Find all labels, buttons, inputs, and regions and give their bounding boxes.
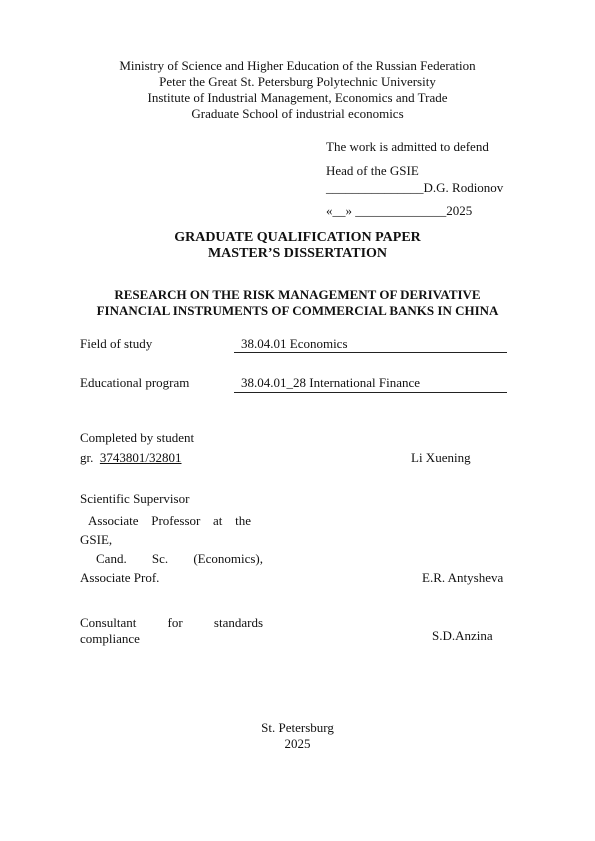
supervisor-position-line1: Associate Professor at the xyxy=(88,513,251,528)
school-line: Graduate School of industrial economics xyxy=(191,106,404,121)
group-prefix: gr. xyxy=(80,450,94,465)
supervisor-name: E.R. Antysheva xyxy=(422,570,504,585)
supervisor-degree-line: Cand. Sc. (Economics), xyxy=(96,551,263,566)
admission-date: «__» ______________2025 xyxy=(326,203,473,218)
consultant-label-line1: Consultant for standards xyxy=(80,615,263,630)
paper-type: GRADUATE QUALIFICATION PAPER xyxy=(174,230,421,245)
university-line: Peter the Great St. Petersburg Polytechnic University xyxy=(159,74,436,89)
consultant-name: S.D.Anzina xyxy=(432,628,493,643)
program-underline xyxy=(234,392,507,393)
supervisor-label: Scientific Supervisor xyxy=(80,491,190,506)
group-number: 3743801/32801 xyxy=(99,450,182,465)
dissertation-type: MASTER’S DISSERTATION xyxy=(207,246,388,261)
field-of-study-value: 38.04.01 Economics xyxy=(241,336,348,351)
student-label: Completed by student xyxy=(80,430,195,445)
supervisor-position-line2: GSIE, xyxy=(80,532,113,547)
student-name: Li Xuening xyxy=(411,450,471,465)
program-value: 38.04.01_28 International Finance xyxy=(241,375,421,390)
head-label: Head of the GSIE xyxy=(326,163,419,178)
field-of-study-underline xyxy=(234,352,507,353)
ministry-line: Ministry of Science and Higher Education of the Russian Federation xyxy=(119,58,476,73)
year: 2025 xyxy=(284,736,311,751)
institute-line: Institute of Industrial Management, Economics and Trade xyxy=(147,90,448,105)
student-group xyxy=(80,450,182,466)
admitted-text: The work is admitted to defend xyxy=(326,139,489,154)
field-of-study-label: Field of study xyxy=(80,336,153,351)
supervisor-title-line: Associate Prof. xyxy=(80,570,160,585)
paper-title-line2: FINANCIAL INSTRUMENTS OF COMMERCIAL BANKS IN CHINA xyxy=(96,303,499,318)
paper-title-line1: RESEARCH ON THE RISK MANAGEMENT OF DERIVATIVE xyxy=(114,287,481,302)
program-label: Educational program xyxy=(80,375,190,390)
head-signature: _______________D.G. Rodionov xyxy=(326,180,504,195)
consultant-label-line2: compliance xyxy=(80,631,140,646)
city: St. Petersburg xyxy=(261,720,334,735)
